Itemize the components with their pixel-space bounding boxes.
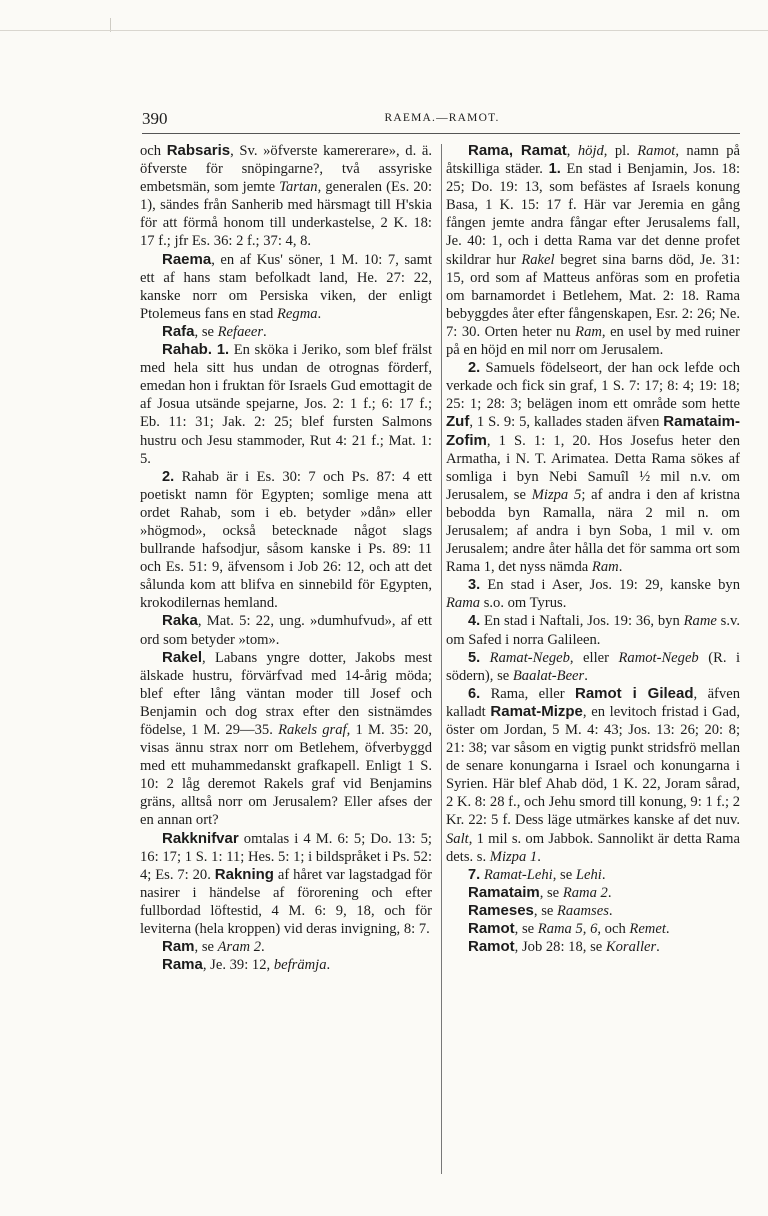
entry-rama-2: 2. Samuels födelseort, der han ock lefde och verkade och fick sin graf, 1 S. 7: 17; 8: 4; 19: 18; 25: 1; 28: 3; belägen inom ett område som hette Zuf, 1 S. 9: 5, kallades staden äfven Ramataim-Zofim, 1 S. 1: 1, 20. Hos Josefus heter den Armatha, i N. T. Arimatea. Detta Rama sökes af somliga i byn Nebi Samuîl ½ mil n.v. om Jerusalem, se Mizpa 5; af andra i den af kristna bebodda byn Ramalla, nära 2 mil n. om Jerusalem; af andra i byn Soba, 1 mil v. om Jerusalem; andre åter hålla det för samma ort som Rama 1, det nyss nämda Ram. <box>446 360 740 576</box>
entry-raka: Raka, Mat. 5: 22, ung. »dumhufvud», af ett ord som betyder »tom». <box>140 612 432 648</box>
entry-rakel: Rakel, Labans yngre dotter, Jakobs mest älskade hustru, förvärfvad med 14-årig möda; blef efter lång väntan moder till Josef och Benjamin och dog strax efter den sistnämdes födelse, 1 M. 29—35. Rakels graf, 1 M. 35: 20, visas ännu strax norr om Betlehem, öfverbyggd med ett muhammedanskt grafkapell. Enligt 1 S. 10: 2 låg deremot Rakels graf vid Benjamins gräns, alltså norr om Jerusalem? Eller afses der en annan ort? <box>140 648 433 829</box>
entry-rameses: Rameses, se Raamses. <box>468 901 613 919</box>
entry-ramot-2: Ramot, Job 28: 18, se Koraller. <box>468 938 660 956</box>
entry-rahab-1: Rahab. 1. En sköka i Jeriko, som blef frälst med hela sitt hus undan de otrognas förderf, emedan hon i fruktan för Israels Gud emottagit de af Josua utsände spejarne, Jos. 2: 1 f.; 6: 17 f.; Eb. 11: 31; Jak. 2: 25; blef fursten Salmons hustru och Jesu stammoder, Rut 4: 21 f.; Mat. 1: 5. <box>140 341 433 467</box>
entry-rama-3: 3. En stad i Aser, Jos. 19: 29, kanske byn Rama s.o. om Tyrus. <box>446 577 740 612</box>
left-column <box>140 142 432 974</box>
header-rule <box>142 133 740 134</box>
right-column <box>446 142 740 956</box>
entry-rama-6: 6. Rama, eller Ramot i Gilead, äfven kalladt Ramat-Mizpe, en levitoch fristad i Gad, öster om Jordan, 5 M. 4: 43; Jos. 13: 26; 20: 8; 21: 38; var såsom en vigtig punkt stridsfrö mellan de senare konungarna i Israel och konungarna i Syrien. Här blef Ahab död, 1 K. 22, Joram sårad, 2 K. 8: 28 f., och Jehu smord till konung, 9: 1 f.; 2 Kr. 22: 5 f. Dess läge utmärkes kanske af det nuv. Salt, 1 mil s. om Jabbok. Sannolikt är detta Rama dets. s. Mizpa 1. <box>446 684 740 865</box>
entry-ramot-1: Ramot, se Rama 5, 6, och Remet. <box>468 920 670 938</box>
entry-rama-4: 4. En stad i Naftali, Jos. 19: 36, byn Rame s.v. om Safed i norra Galileen. <box>446 613 740 648</box>
column-divider <box>441 144 442 1174</box>
running-title: RAEMA.—RAMOT. <box>384 112 500 124</box>
page-header <box>142 109 742 127</box>
entry-rama-1: Rama, Ramat, höjd, pl. Ramot, namn på åtskilliga städer. 1. En stad i Benjamin, Jos. 18: 25; Do. 19: 13, som befästes af Israels konung Basa, 1 K. 15: 17 f. Här var Jeremia en gång fången jemte andra fångar efter Jerusalems fall, Je. 40: 1, och i detta Rama var det denne profet skildrar hur Rakel begret sina barns död, Je. 31: 15, ord som af Matteus anföras som en profetia om barnamordet i Betlehem, Mat. 2: 18. Rama bebyggdes åter efter fångenskapen, Esr. 2: 26; Ne. 7: 30. Orten heter nu Ram, en usel by med ruiner på en höjd en mil norr om Jerusalem. <box>446 142 740 359</box>
entry-rakknifvar: Rakknifvar omtalas i 4 M. 6: 5; Do. 13: 5; 16: 17; 1 S. 1: 11; Hes. 5: 1; i bildspråket i Ps. 52: 4; Es. 7: 20. Rakning af håret var lagstadgad för nasirer i händelse af förorening och efter fullbordad löftestid, 4 M. 6: 9, 18, och för leviterna (hela kroppen) vid deras invigning, 8: 7. <box>140 829 433 938</box>
entry-rama-7: 7. Ramat-Lehi, se Lehi. <box>468 866 606 883</box>
entry-rama-5: 5. Ramat-Negeb, eller Ramot-Negeb (R. i södern), se Baalat-Beer. <box>446 649 741 684</box>
entry-rabsaris: och Rabsaris, Sv. »öfverste kamererare», d. ä. öfverste för snöpingarne?, två assyriske embetsmän, som jemte Tartan, generalen (Es. 20: 1), sändes från Sanherib med härsmagt till H'skia för att förmå honom till underkastelse, 2 K. 18: 17 f.; jfr Es. 36: 2 f.; 37: 4, 8. <box>140 142 432 250</box>
scan-edge-line <box>0 30 768 31</box>
entry-ramataim: Ramataim, se Rama 2. <box>468 883 612 901</box>
page-number: 390 <box>142 109 168 128</box>
entry-ram: Ram, se Aram 2. <box>162 938 265 956</box>
entry-rama-short: Rama, Je. 39: 12, befrämja. <box>162 956 331 974</box>
entry-rahab-2: 2. Rahab är i Es. 30: 7 och Ps. 87: 4 ett poetiskt namn för Egypten; somlige mena att ordet Rahab, som i eb. betyder »dån» eller »högmod», också betecknade något slags bullrande hafsodjur, såsom kanske i Ps. 89: 11 och Es. 51: 9, äfvensom i Job 26: 12, och att det sålunda kom att blifva en sinnebild för Egypten, krokodilernas hemland. <box>140 468 432 612</box>
entry-rafa: Rafa, se Refaeer. <box>162 322 267 340</box>
entry-raema: Raema, en af Kus' söner, 1 M. 10: 7, samt ett af hans stam befolkadt land, He. 27: 22, kanske norr om Persiska viken, der enligt Ptolemeus fans en stad Regma. <box>140 250 432 322</box>
